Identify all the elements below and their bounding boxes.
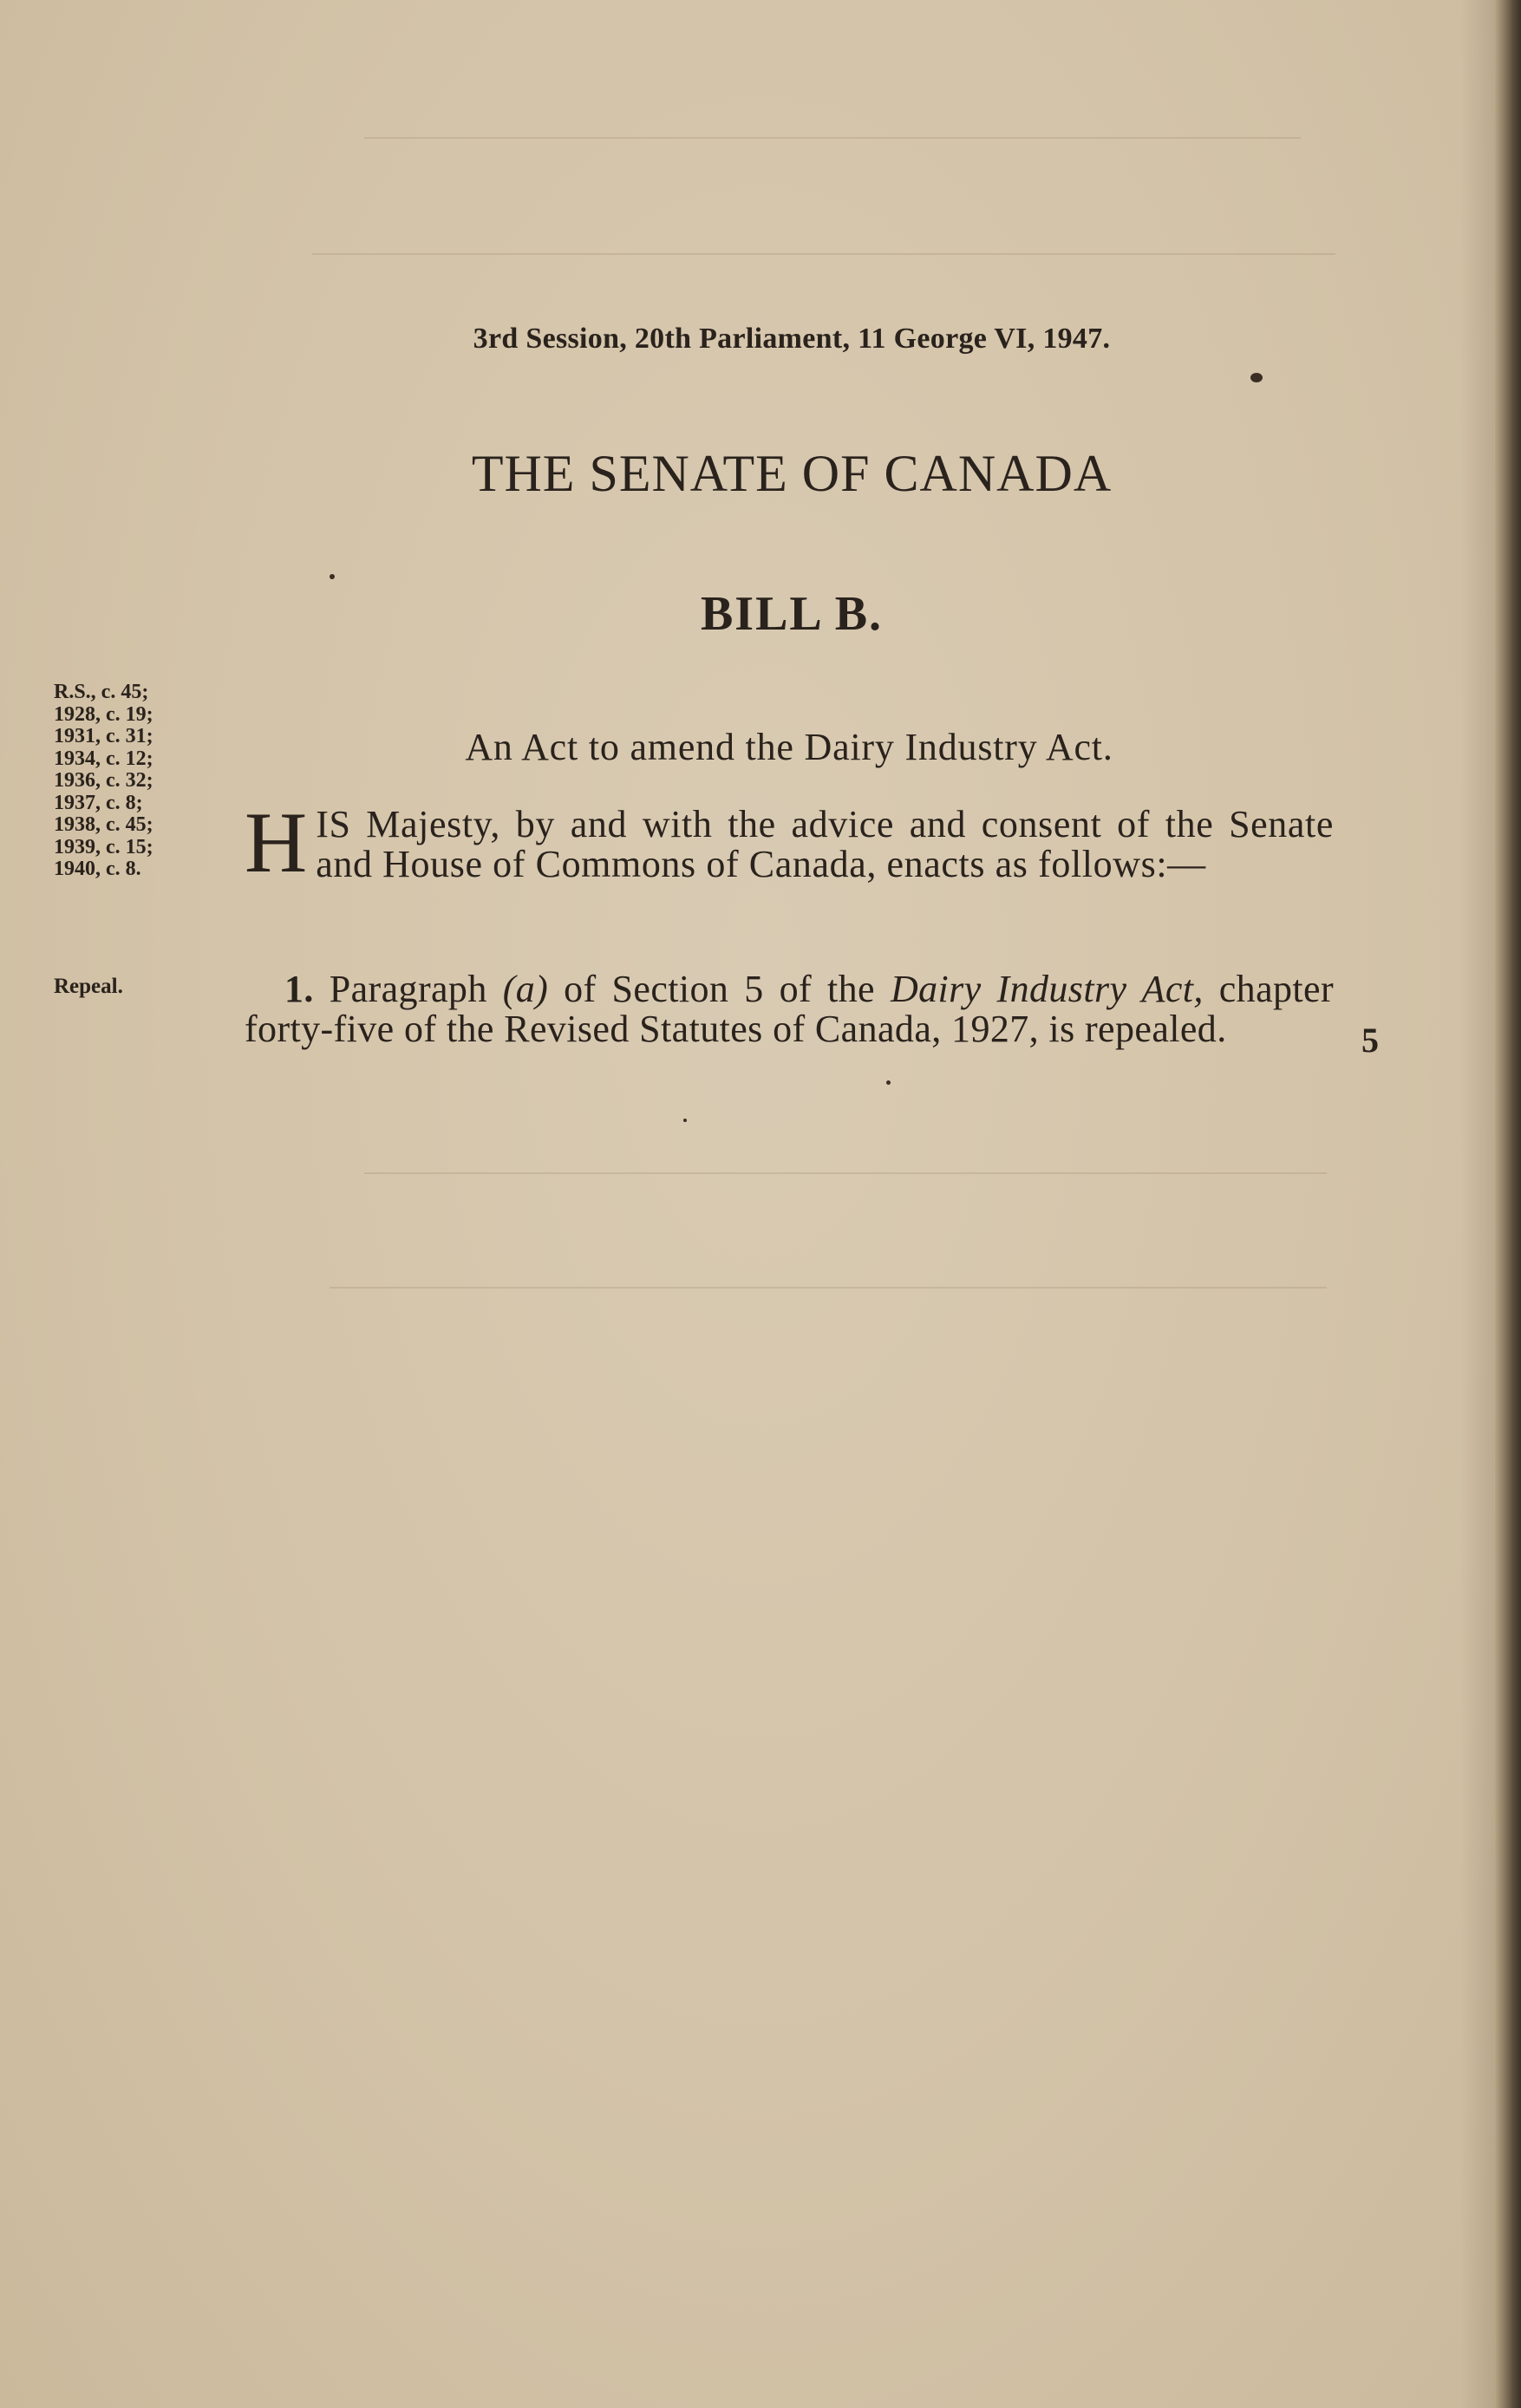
session-header: 3rd Session, 20th Parliament, 11 George VI, 1947. bbox=[473, 323, 1111, 355]
citation-item: R.S., c. 45; bbox=[54, 681, 149, 703]
act-name: Dairy Industry Act, bbox=[890, 968, 1204, 1010]
section-text-part: of Section 5 of the bbox=[548, 968, 891, 1010]
show-through-line bbox=[330, 1287, 1327, 1289]
ink-speck bbox=[683, 1119, 687, 1122]
show-through-line bbox=[364, 137, 1301, 139]
section-number: 1. bbox=[284, 968, 314, 1010]
enacting-clause bbox=[245, 794, 1334, 891]
citation-item: 1934, c. 12; bbox=[54, 747, 153, 770]
enacting-text: IS Majesty, by and with the advice and consent of the Senate and House of Commons of Canada, enacts as follows:— bbox=[316, 803, 1334, 885]
citation-item: 1928, c. 19; bbox=[54, 702, 153, 726]
section-text-part: Paragraph bbox=[313, 968, 503, 1010]
ink-speck bbox=[886, 1080, 891, 1085]
citation-item: 1931, c. 31; bbox=[54, 725, 153, 747]
senate-title: THE SENATE OF CANADA bbox=[471, 445, 1113, 502]
book-spine bbox=[1495, 0, 1521, 2408]
show-through-line bbox=[312, 253, 1335, 255]
drop-cap: H bbox=[245, 794, 308, 891]
show-through-line bbox=[364, 1172, 1327, 1174]
citation-item: 1939, c. 15; bbox=[54, 835, 153, 858]
citation-item: 1940, c. 8. bbox=[54, 858, 141, 880]
section-text-part: chapter forty-five of the Revised Statutes of Canada, 1927, is repealed. bbox=[245, 968, 1335, 1050]
section-one bbox=[245, 969, 1334, 1049]
citation-item: 1936, c. 32; bbox=[54, 769, 153, 792]
ink-speck bbox=[330, 574, 335, 579]
citation-item: 1937, c. 8; bbox=[54, 791, 143, 814]
margin-citations bbox=[54, 682, 227, 881]
citation-item: 1938, c. 45; bbox=[54, 813, 153, 836]
paragraph-reference: (a) bbox=[502, 968, 549, 1010]
page-gutter-shadow bbox=[1460, 0, 1495, 2408]
ink-speck bbox=[1250, 373, 1263, 382]
line-number: 5 bbox=[1361, 1021, 1379, 1060]
margin-note-repeal: Repeal. bbox=[54, 975, 123, 998]
bill-title: BILL B. bbox=[700, 587, 884, 641]
act-subtitle: An Act to amend the Dairy Industry Act. bbox=[465, 726, 1113, 768]
